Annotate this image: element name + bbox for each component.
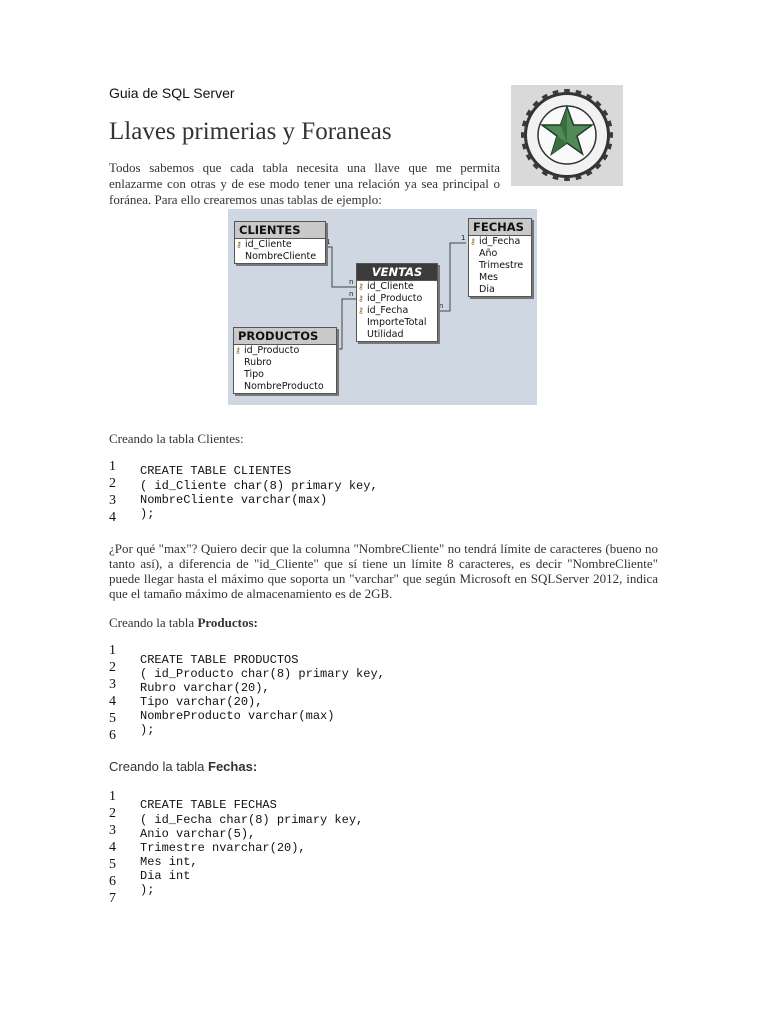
table-fechas <box>468 218 532 297</box>
table-name: FECHAS <box>469 219 531 236</box>
page-title: Llaves primerias y Foraneas <box>109 118 392 145</box>
code-line: ); <box>140 507 155 521</box>
field-row: NombreCliente <box>245 251 317 262</box>
line-number: 6 <box>109 728 116 743</box>
field-row: Rubro <box>244 357 272 368</box>
field-row: ⚷ id_Fecha <box>470 236 521 247</box>
relation-line-fechas-ventas <box>438 243 466 311</box>
line-number: 4 <box>109 510 116 525</box>
relation-line-productos-ventas <box>336 299 356 349</box>
table-clientes <box>234 221 326 264</box>
line-number: 1 <box>109 789 116 804</box>
code-line: NombreProducto varchar(max) <box>140 709 335 723</box>
section-caption-productos: Creando la tabla Productos: <box>109 615 258 630</box>
field-row: Dia <box>479 284 495 295</box>
code-block-fechas <box>109 789 509 909</box>
code-block-productos <box>109 643 509 747</box>
line-number: 1 <box>109 643 116 658</box>
table-name: CLIENTES <box>235 222 325 239</box>
table-name: VENTAS <box>357 264 437 281</box>
table-ventas <box>356 263 438 342</box>
line-number: 6 <box>109 874 116 889</box>
rel-label-many: n <box>349 278 354 286</box>
field-row: ⚷ id_Producto <box>235 345 300 356</box>
field-row: Utilidad <box>367 329 404 340</box>
rel-label-one: 1 <box>461 234 466 242</box>
code-line: ); <box>140 723 155 737</box>
code-line: ); <box>140 883 155 897</box>
line-number: 2 <box>109 806 116 821</box>
emblem-icon <box>511 85 623 186</box>
line-number: 2 <box>109 660 116 675</box>
line-number: 3 <box>109 677 116 692</box>
line-number: 2 <box>109 476 116 491</box>
rel-label-many: n <box>439 302 444 310</box>
intro-paragraph: Todos sabemos que cada tabla necesita una llave que me permita enlazarme con otras y de ese modo tener una relación ya sea principal o foránea. Para ello crearemos unas tablas de ejemplo: <box>109 160 500 207</box>
field-row: ⚷ id_Cliente <box>236 239 292 250</box>
line-number: 4 <box>109 840 116 855</box>
rel-label-one: 1 <box>326 238 331 246</box>
er-diagram <box>228 209 537 405</box>
code-line: CREATE TABLE FECHAS <box>140 798 277 812</box>
code-line: ( id_Fecha char(8) primary key, <box>140 813 364 827</box>
explanation-paragraph: ¿Por qué "max"? Quiero decir que la columna "NombreCliente" no tendrá límite de caracteres (bueno no tanto así), a diferencia de "id_Cliente" que sí tiene un límite 8 caracteres, es decir "NombreCliente" puede llegar hasta el máximo que soporta un "varchar" que según Microsoft en SQLServer 2012, indica que el tamaño máximo de almacenamiento es de 2GB. <box>109 541 658 601</box>
code-line: CREATE TABLE PRODUCTOS <box>140 653 299 667</box>
table-name: PRODUCTOS <box>234 328 336 345</box>
code-line: ( id_Cliente char(8) primary key, <box>140 479 378 493</box>
field-row: ⚷ id_Cliente <box>358 281 414 292</box>
logo <box>511 85 623 186</box>
rel-label-many: n <box>349 290 354 298</box>
code-line: Anio varchar(5), <box>140 827 256 841</box>
field-row: ⚷ id_Producto <box>358 293 423 304</box>
key-icon: ⚷ <box>470 237 476 246</box>
line-number: 5 <box>109 711 116 726</box>
field-row: Trimestre <box>479 260 524 271</box>
section-caption-clientes: Creando la tabla Clientes: <box>109 431 244 446</box>
line-number: 5 <box>109 857 116 872</box>
key-icon: ⚷ <box>358 306 364 315</box>
key-icon: ⚷ <box>235 346 241 355</box>
code-line: ( id_Producto char(8) primary key, <box>140 667 385 681</box>
line-number: 7 <box>109 891 116 906</box>
field-row: NombreProducto <box>244 381 324 392</box>
table-productos <box>233 327 337 394</box>
line-number: 3 <box>109 493 116 508</box>
field-row: Mes <box>479 272 498 283</box>
field-row: ImporteTotal <box>367 317 427 328</box>
field-row: Año <box>479 248 498 259</box>
key-icon: ⚷ <box>358 282 364 291</box>
code-line: Trimestre nvarchar(20), <box>140 841 306 855</box>
code-line: Rubro varchar(20), <box>140 681 270 695</box>
line-number: 3 <box>109 823 116 838</box>
code-block-clientes <box>109 459 509 529</box>
line-number: 4 <box>109 694 116 709</box>
document-header: Guia de SQL Server <box>109 85 235 101</box>
code-line: Tipo varchar(20), <box>140 695 263 709</box>
code-line: CREATE TABLE CLIENTES <box>140 464 292 478</box>
field-row: ⚷ id_Fecha <box>358 305 409 316</box>
section-caption-fechas: Creando la tabla Fechas: <box>109 759 258 774</box>
code-line: Mes int, <box>140 855 198 869</box>
field-row: Tipo <box>244 369 264 380</box>
line-number: 1 <box>109 459 116 474</box>
key-icon: ⚷ <box>236 240 242 249</box>
code-line: Dia int <box>140 869 191 883</box>
key-icon: ⚷ <box>358 294 364 303</box>
code-line: NombreCliente varchar(max) <box>140 493 328 507</box>
